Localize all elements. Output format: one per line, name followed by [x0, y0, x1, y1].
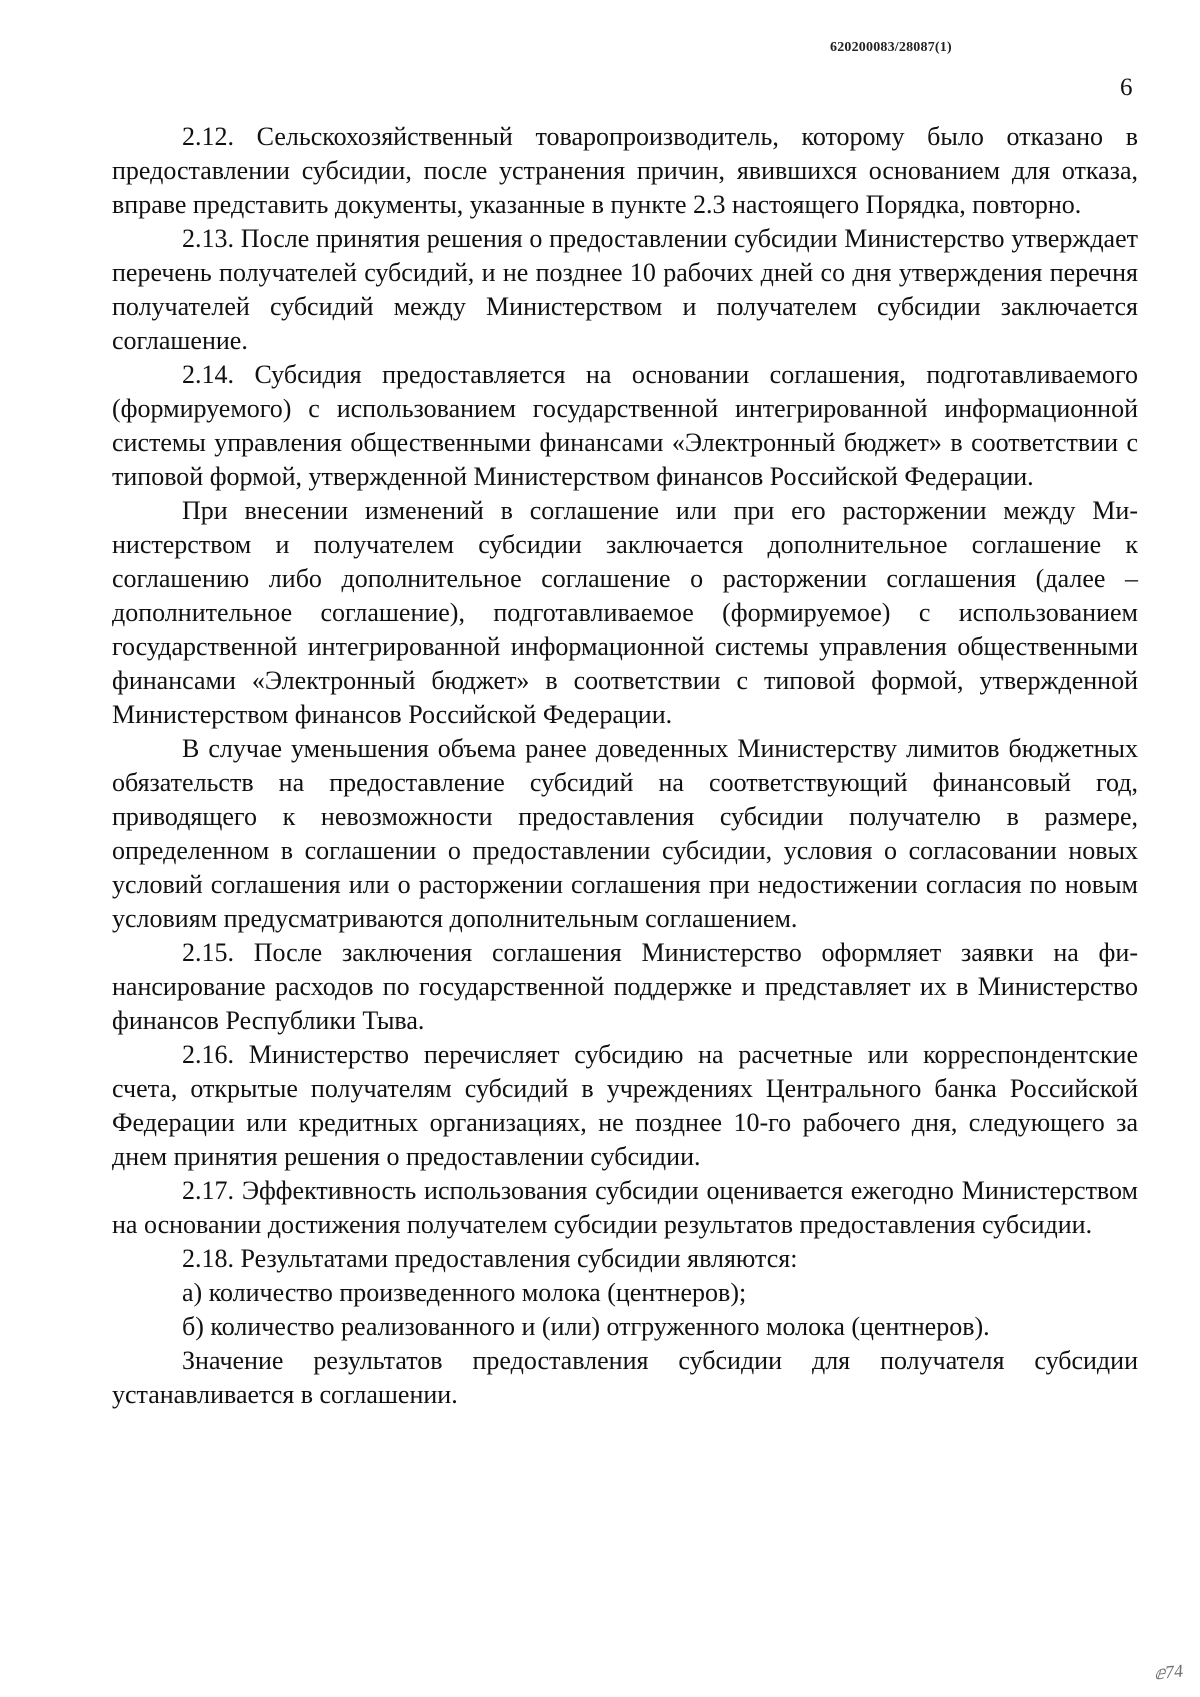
paragraph-results-value: Значение результатов предоставления субсидии для получателя субсидии устанавливается в соглашении. [112, 1346, 1138, 1409]
page-number: 6 [1120, 74, 1133, 101]
paragraph-2-15: 2.15. После заключения соглашения Министерство оформляет заявки на финансирование расходов по государственной поддержке и представляет их в Министерство финансов Республики Тыва. [112, 938, 1138, 1035]
paragraph-2-12: 2.12. Сельскохозяйственный товаропроизводитель, которому было отказано в предоставлении субсидии, после устранения причин, явившихся основанием для отказа, вправе представить документы, указанные в пункте 2.3 настоящего Порядка, повторно. [112, 122, 1138, 219]
paragraph-budget-reduction: В случае уменьшения объема ранее доведенных Министерству лимитов бюджетных обязательств на предоставление субсидий на соответствующий финансовый год, приводящего к невозможности предоставления субсидии получателю в размере, определенном в соглашении о предоставлении субсидии, условия о согласовании новых условий соглашения или о расторжении соглашения при недостижении согласия по новым условиям предусматриваются дополнительным соглашением. [112, 734, 1138, 933]
document-body [112, 120, 1138, 1412]
paragraph-amendments: При внесении изменений в соглашение или при его расторжении между Министерством и получателем субсидии заключается дополнительное соглашение к соглашению либо дополнительное соглашение о расторжении соглашения (далее – дополнительное соглашение), подготавливаемое (формируемое) с использованием государственной интегрированной информационной системы управления общественными финансами «Электронный бюджет» в соответствии с типовой формой, утвержденной Министерством финансов Российской Федерации. [112, 496, 1138, 729]
paragraph-2-17: 2.17. Эффективность использования субсидии оценивается ежегодно Министерством на основании достижения получателем субсидии результатов предоставления субсидии. [112, 1176, 1138, 1239]
paragraph-2-18: 2.18. Результатами предоставления субсидии являются: [182, 1244, 798, 1273]
paragraph-2-13: 2.13. После принятия решения о предоставлении субсидии Министерство утверждает перечень получателей субсидий, и не позднее 10 рабочих дней со дня утверждения перечня получателей субсидий между Министерством и получателем субсидии заключается соглашение. [112, 224, 1138, 355]
paragraph-2-14: 2.14. Субсидия предоставляется на основании соглашения, подготавливаемого (формируемого) с использованием государственной интегрированной информационной системы управления общественными финансами «Электронный бюджет» в соответствии с типовой формой, утвержденной Министерством финансов Российской Федерации. [112, 360, 1138, 491]
handwritten-page-mark: ⅇ74 [1152, 1660, 1184, 1684]
document-registration-number: 620200083/28087(1) [830, 40, 952, 55]
list-item-b: б) количество реализованного и (или) отгруженного молока (центнеров). [182, 1312, 990, 1341]
paragraph-2-16: 2.16. Министерство перечисляет субсидию на расчетные или корреспондентские счета, открытые получателям субсидий в учреждениях Центрального банка Российской Федерации или кредитных организациях, не позднее 10-го рабочего дня, следующего за днем принятия решения о предоставлении субсидии. [112, 1040, 1138, 1171]
list-item-a: а) количество произведенного молока (центнеров); [182, 1278, 747, 1307]
